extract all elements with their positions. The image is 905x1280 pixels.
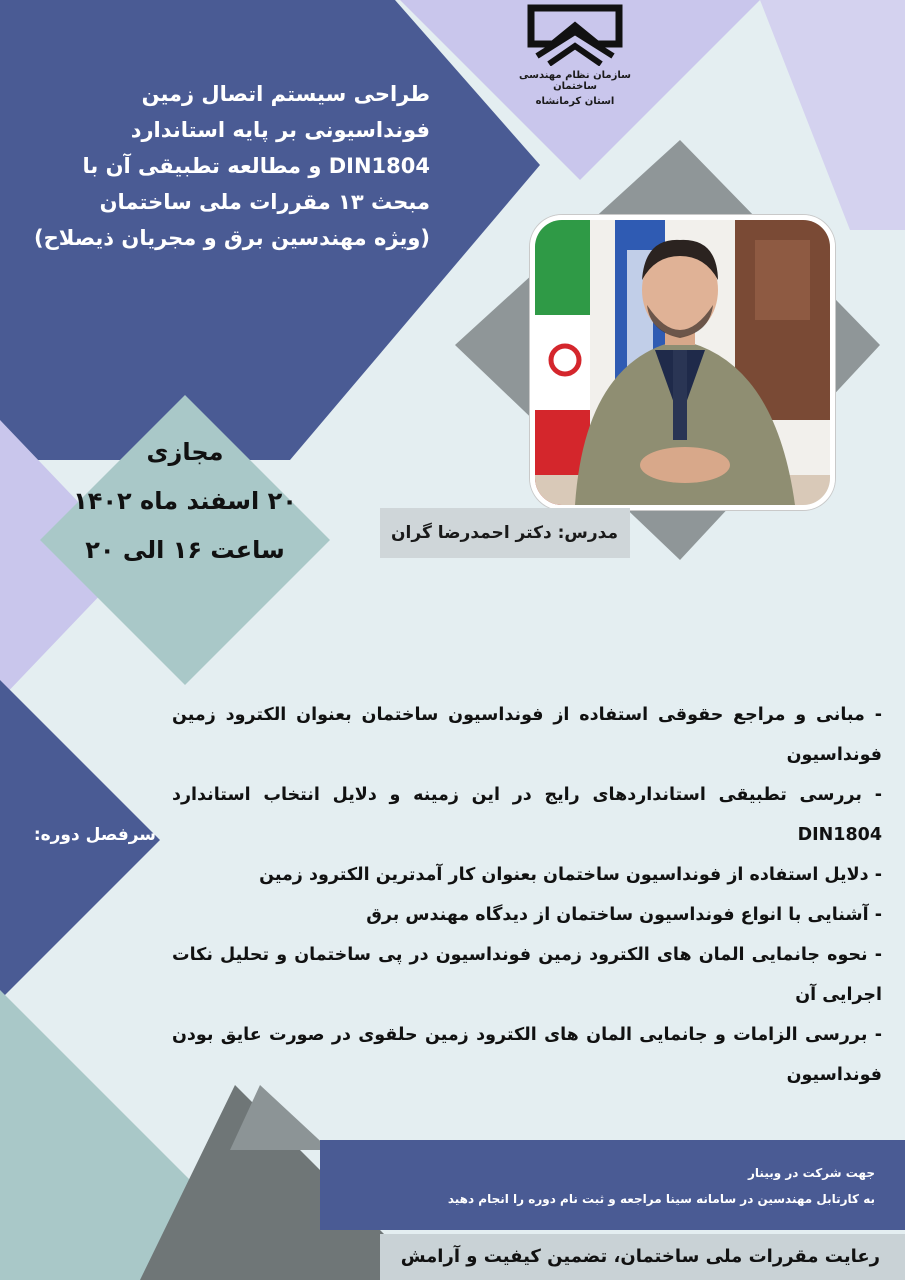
syllabus-list <box>172 695 882 1095</box>
title-line: (ویژه مهندسین برق و مجریان ذیصلاح) <box>34 226 430 250</box>
title-line: مبحث ۱۳ مقررات ملی ساختمان <box>99 190 430 214</box>
instructor-portrait-image <box>535 220 830 505</box>
webinar-title <box>30 76 430 256</box>
organization-name: سازمان نظام مهندسی ساختمان <box>519 70 631 92</box>
organization-province: استان کرمانشاه <box>535 96 615 107</box>
syllabus-label: سرفصل دوره: <box>33 825 156 845</box>
syllabus-item: - بررسی الزامات و جانمایی المان های الکترود زمین حلقوی در صورت عایق بودن فونداسیون <box>172 1025 882 1085</box>
building-logo-icon <box>527 4 623 66</box>
instructor-photo <box>530 215 835 510</box>
organization-logo <box>500 4 650 107</box>
title-line: فونداسیونی بر پایه استاندارد <box>130 118 430 142</box>
syllabus-item: - دلایل استفاده از فونداسیون ساختمان بعنوان کار آمدترین الکترود زمین <box>259 865 882 885</box>
instructor-label: مدرس: دکتر احمدرضا گران <box>380 508 630 558</box>
syllabus-item: - نحوه جانمایی المان های الکترود زمین فونداسیون در پی ساختمان و تحلیل نکات اجرایی آن <box>172 945 882 1005</box>
event-time: ساعت ۱۶ الی ۲۰ <box>85 536 285 564</box>
event-date: ۲۰ اسفند ماه ۱۴۰۲ <box>73 487 297 515</box>
syllabus-item: - آشنایی با انواع فونداسیون ساختمان از دیدگاه مهندس برق <box>366 905 882 925</box>
registration-heading: جهت شرکت در وبینار <box>748 1166 875 1180</box>
title-line: طراحی سیستم اتصال زمین <box>141 82 430 106</box>
event-info <box>60 432 310 570</box>
registration-instructions: به کارتابل مهندسین در سامانه سینا مراجعه و ثبت نام دوره را انجام دهید <box>447 1192 875 1206</box>
syllabus-item: - مبانی و مراجع حقوقی استفاده از فونداسیون ساختمان بعنوان الکترود زمین فونداسیون <box>172 705 882 765</box>
registration-info <box>330 1160 875 1212</box>
syllabus-item: - بررسی تطبیقی استانداردهای رایج در این زمینه و دلایل انتخاب استاندارد DIN1804 <box>172 785 882 845</box>
slogan: رعایت مقررات ملی ساختمان، تضمین کیفیت و آرامش <box>400 1246 880 1267</box>
event-mode: مجازی <box>146 438 224 466</box>
title-line: DIN1804 و مطالعه تطبیقی آن با <box>82 154 430 178</box>
